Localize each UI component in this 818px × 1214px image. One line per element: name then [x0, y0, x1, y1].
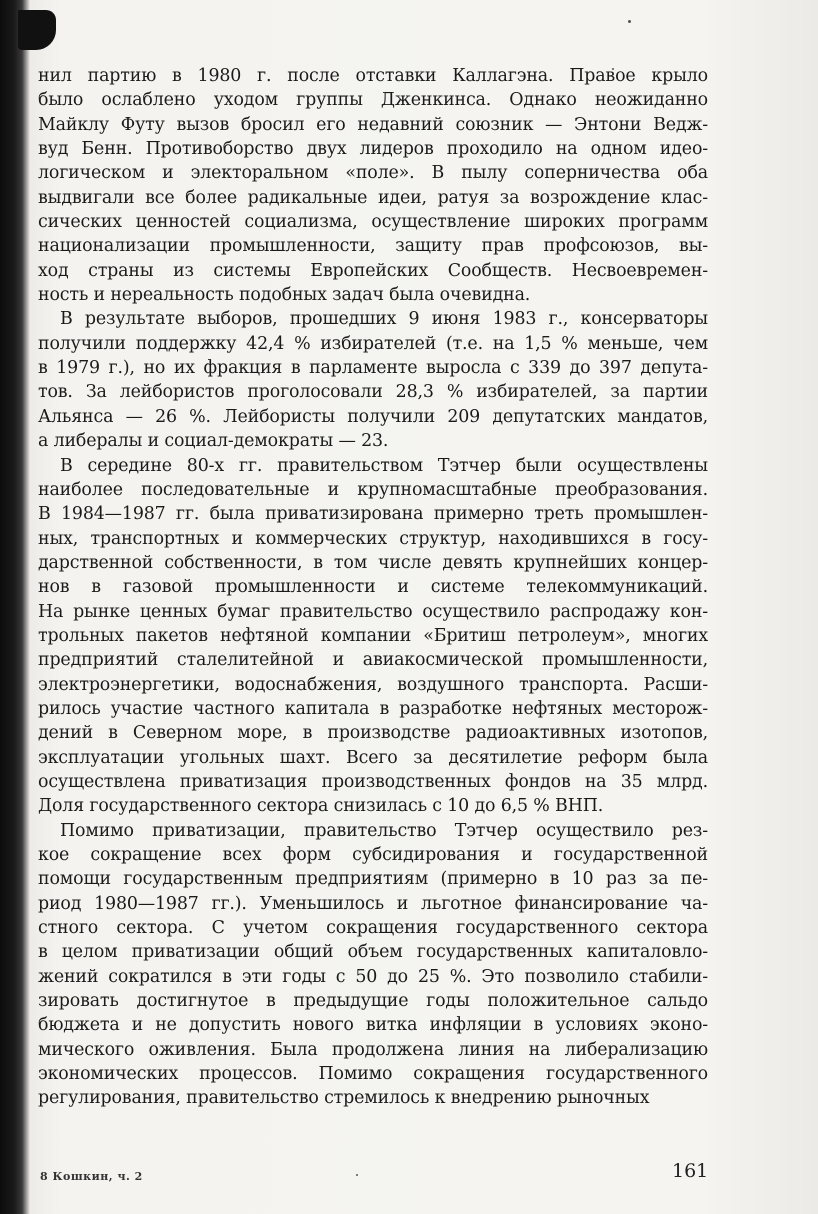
paragraph — [38, 454, 708, 819]
text-line: дений в Северном море, в производстве радиоактивных изотопов, — [38, 723, 708, 744]
binding-shadow — [0, 0, 30, 1214]
text-line: осуществлена приватизация производственных фондов на 35 млрд. — [38, 771, 708, 792]
text-line: В 1984—1987 гг. была приватизирована примерно треть промышлен- — [38, 504, 708, 525]
text-line: регулирования, правительство стремилось к внедрению рыночных — [38, 1088, 650, 1109]
text-line: экономических процессов. Помимо сокращения государственного — [38, 1064, 708, 1085]
text-line: электроэнергетики, водоснабжения, воздушного транспорта. Расши- — [38, 674, 708, 695]
footer-signature: 8 Кошкин, ч. 2 — [40, 1170, 143, 1183]
text-line: бюджета и не допустить нового витка инфляции в условиях эконо- — [38, 1015, 708, 1036]
text-line: Помимо приватизации, правительство Тэтчер осуществило рез- — [60, 820, 708, 841]
text-line: В середине 80-х гг. правительством Тэтчер были осуществлены — [60, 455, 708, 476]
text-line: логическом и электоральном «поле». В пылу соперничества оба — [38, 163, 708, 184]
text-line: в 1979 г.), но их фракция в парламенте выросла с 339 до 397 депута- — [38, 358, 708, 379]
text-line: На рынке ценных бумаг правительство осуществило распродажу кон- — [38, 601, 708, 622]
text-line: мического оживления. Была продолжена линия на либерализацию — [38, 1039, 708, 1060]
text-line: помощи государственным предприятиям (примерно в 10 раз за пе- — [38, 869, 708, 890]
text-line: выдвигали все более радикальные идеи, ратуя за возрождение клас- — [38, 187, 708, 208]
text-line: ход страны из системы Европейских Сообществ. Несвоевремен- — [38, 260, 708, 281]
page-number: 161 — [672, 1160, 709, 1182]
text-line: кое сокращение всех форм субсидирования и государственной — [38, 845, 708, 865]
text-line: стного сектора. С учетом сокращения государственного сектора — [38, 918, 708, 939]
text-line: Альянса — 26 %. Лейбористы получили 209 депутатских мандатов, — [38, 406, 708, 427]
text-line: сических ценностей социализма, осуществление широких программ — [38, 212, 708, 233]
dust-speck — [356, 1174, 358, 1176]
text-line: жений сократился в эти годы с 50 до 25 %. Это позволило стабили- — [38, 966, 708, 987]
text-line: нил партию в 1980 г. после отставки Каллагэна. Правое крыло — [38, 66, 708, 86]
scan-edge-blot — [18, 10, 56, 50]
text-line: было ослаблено уходом группы Дженкинса. Однако неожиданно — [38, 90, 708, 111]
text-line: Майклу Футу вызов бросил его недавний союзник — Энтони Ведж- — [38, 114, 708, 135]
text-line: дарственной собственности, в том числе девять крупнейших концер- — [38, 552, 708, 573]
text-line: а либералы и социал-демократы — 23. — [38, 431, 389, 452]
paragraph — [38, 307, 708, 453]
text-line: национализации промышленности, защиту прав профсоюзов, вы- — [38, 236, 708, 257]
text-line: Доля государственного сектора снизилась с 10 до 6,5 % ВНП. — [38, 796, 604, 817]
paragraph — [38, 819, 708, 1111]
text-line: ных, транспортных и коммерческих структур, находившихся в госу- — [38, 528, 708, 549]
text-line: предприятий сталелитейной и авиакосмической промышленности, — [38, 650, 708, 671]
text-line: риод 1980—1987 гг.). Уменьшилось и льготное финансирование ча- — [38, 893, 708, 914]
dust-speck — [628, 20, 631, 23]
text-line: В результате выборов, прошедших 9 июня 1983 г., консерваторы — [60, 309, 708, 330]
body-text — [38, 64, 708, 1111]
text-line: ность и нереальность подобных задач была очевидна. — [38, 285, 531, 306]
text-line: трольных пакетов нефтяной компании «Бритиш петролеум», многих — [38, 625, 708, 646]
text-line: вуд Бенн. Противоборство двух лидеров проходило на одном идео- — [38, 139, 708, 160]
text-line: рилось участие частного капитала в разработке нефтяных месторож- — [38, 698, 708, 719]
text-line: в целом приватизации общий объем государственных капиталовло- — [38, 942, 708, 963]
text-line: эксплуатации угольных шахт. Всего за десятилетие реформ была — [38, 747, 708, 768]
text-line: зировать достигнутое в предыдущие годы положительное сальдо — [38, 991, 708, 1012]
text-line: нов в газовой промышленности и системе телекоммуникаций. — [38, 577, 708, 598]
text-line: получили поддержку 42,4 % избирателей (т.е. на 1,5 % меньше, чем — [38, 333, 708, 354]
text-line: тов. За лейбористов проголосовали 28,3 % избирателей, за партии — [38, 382, 708, 403]
paragraph — [38, 64, 708, 307]
text-line: наиболее последовательные и крупномасштабные преобразования. — [38, 479, 708, 500]
